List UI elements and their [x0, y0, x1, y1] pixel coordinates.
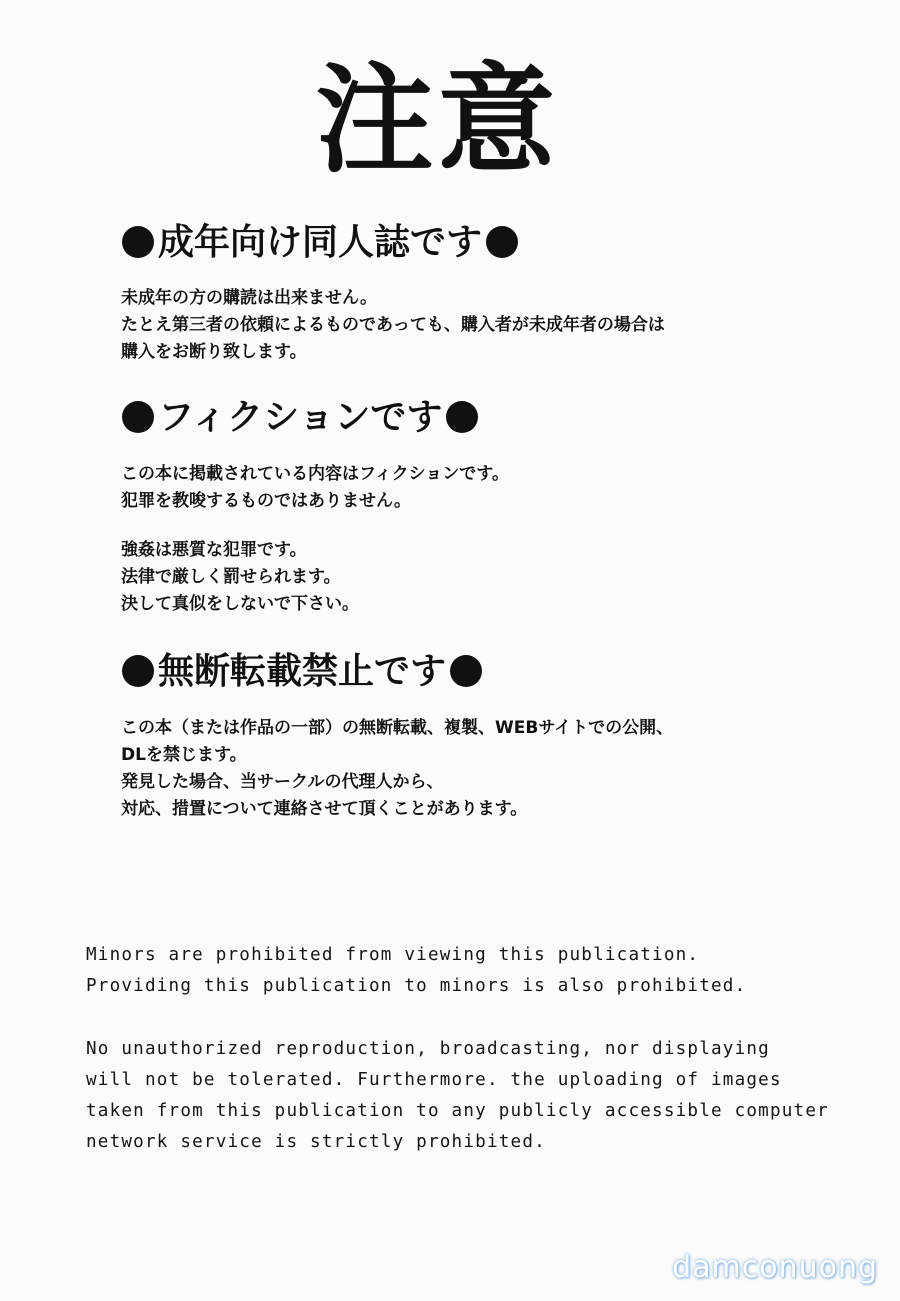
bullet-icon	[122, 655, 154, 687]
page-title: 注意	[315, 51, 560, 189]
watermark: damconuong	[672, 1250, 878, 1285]
bullet-icon	[446, 401, 478, 433]
text-line: network service is strictly prohibited.	[86, 1132, 546, 1152]
text-line: Minors are prohibited from viewing this publication.	[86, 945, 700, 965]
text-line: 発見した場合、当サークルの代理人から、	[121, 772, 444, 792]
english-minors-notice	[86, 940, 746, 1002]
text-line: DLを禁じます。	[121, 745, 247, 765]
text-line: 未成年の方の購読は出来ません。	[121, 288, 378, 308]
bullet-icon	[122, 226, 154, 258]
section-heading-no-reprint: 無断転載禁止です	[118, 650, 486, 694]
bullet-icon	[122, 401, 154, 433]
text-line: この本に掲載されている内容はフィクションです。	[121, 464, 509, 484]
text-line: Providing this publication to minors is also prohibited.	[86, 976, 747, 996]
crime-warning-text	[121, 537, 359, 618]
english-reproduction-notice	[86, 1034, 829, 1158]
text-line: will not be tolerated. Furthermore. the uploading of images	[86, 1070, 782, 1090]
text-line: たとえ第三者の依頼によるものであっても、購入者が未成年者の場合は	[121, 315, 665, 335]
text-line: taken from this publication to any publicly accessible computer	[86, 1101, 829, 1121]
bullet-icon	[450, 655, 482, 687]
text-line: 対応、措置について連絡させて頂くことがあります。	[121, 799, 528, 819]
section-heading-adult: 成年向け同人誌です	[118, 221, 522, 265]
no-reprint-notice-text	[121, 715, 673, 823]
section-heading-fiction: フィクションです	[118, 396, 482, 440]
text-line: No unauthorized reproduction, broadcasting, nor displaying	[86, 1039, 770, 1059]
adult-notice-text	[121, 285, 665, 366]
text-line: 購入をお断り致します。	[121, 342, 307, 362]
text-line: 犯罪を教唆するものではありません。	[121, 491, 412, 511]
fiction-notice-text	[121, 461, 509, 515]
text-line: この本（または作品の一部）の無断転載、複製、WEBサイトでの公開、	[121, 718, 674, 738]
text-line: 強姦は悪質な犯罪です。	[121, 540, 307, 560]
text-line: 法律で厳しく罰せられます。	[121, 567, 341, 587]
bullet-icon	[486, 226, 518, 258]
text-line: 決して真似をしないで下さい。	[121, 594, 359, 614]
